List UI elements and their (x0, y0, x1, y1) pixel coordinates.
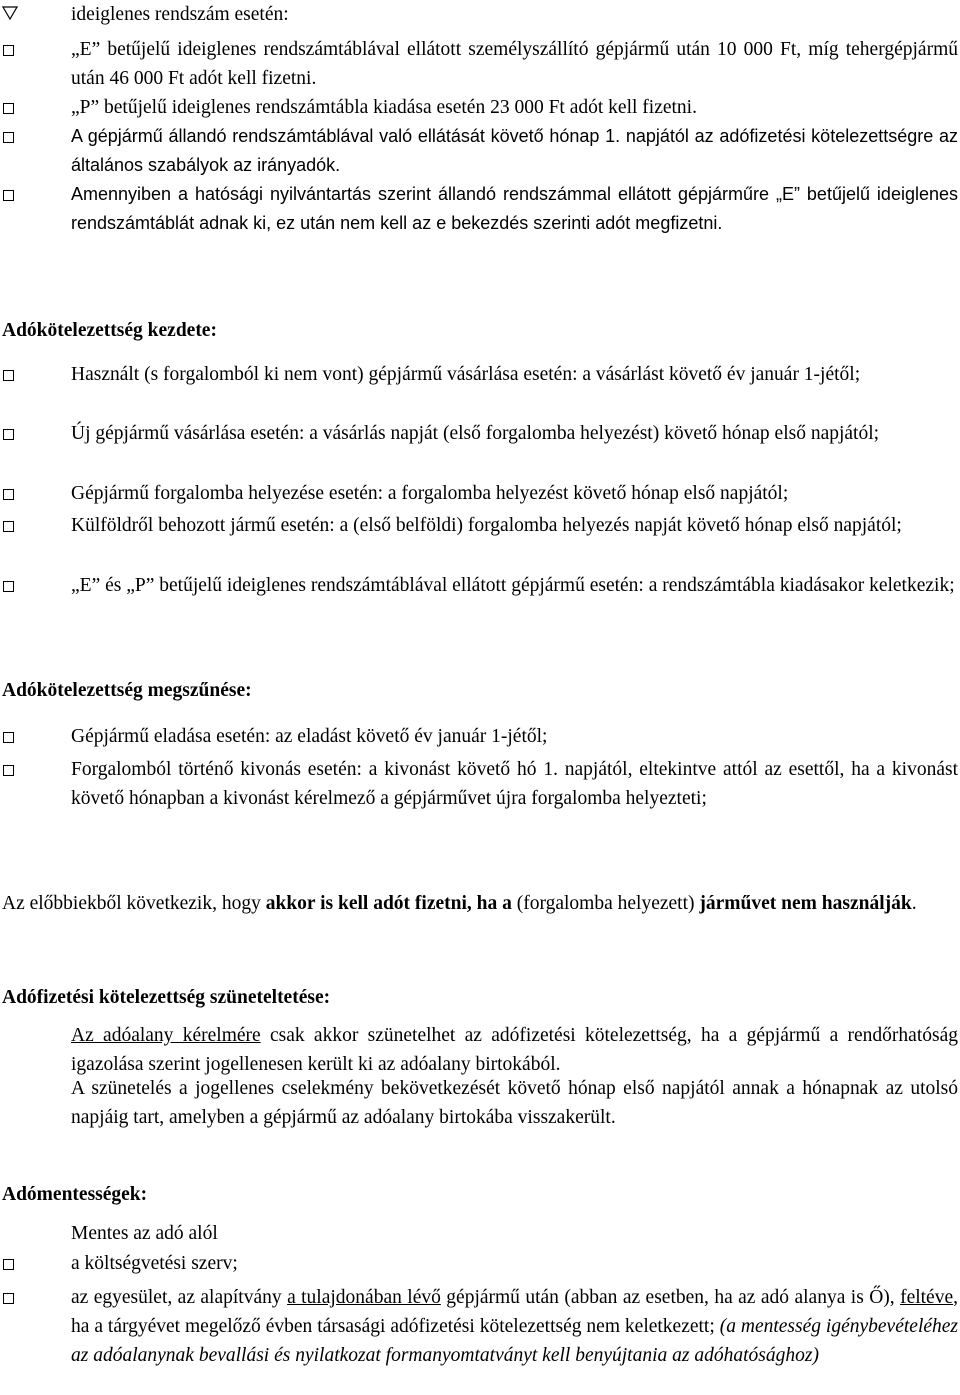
checkbox-icon (3, 581, 14, 592)
checkbox-icon (3, 1259, 14, 1270)
list-item-text: Használt (s forgalomból ki nem vont) gépjármű vásárlása esetén: a vásárlást követő év január 1-jétől; (71, 364, 861, 385)
checkbox-icon (3, 765, 14, 776)
conclusion-emphasis: akkor is kell adót fizetni, ha a (265, 893, 512, 914)
list-item-text: Új gépjármű vásárlása esetén: a vásárlás napját (első forgalomba helyezést) követő hónap első napjától; (71, 423, 880, 444)
suspension-text: csak akkor szünetelhet az adófizetési kötelezettség, ha a gépjármű a rendőrhatóság igazolása szerint jogellenesen került ki az adóalany birtokából. (71, 1025, 958, 1075)
list-item-text: A gépjármű állandó rendszámtáblával való ellátását követő hónap 1. napjától az adófizetési kötelezettségre az általános szabályok az irányadók. (71, 126, 958, 175)
conclusion-emphasis: járművet nem használják (699, 893, 912, 914)
checkbox-icon (3, 190, 14, 201)
suspension-paragraph-2: A szünetelés a jogellenes cselekmény bekövetkezését követő hónap első napjától annak a hónapnak az utolsó napjáig tart, amelyben a gépjármű az adóalany birtokába visszakerült. (71, 1078, 958, 1128)
checkbox-icon (3, 732, 14, 743)
section-heading-start: Adókötelezettség kezdete: (2, 320, 217, 341)
intro-label: ideiglenes rendszám esetén: (71, 4, 289, 25)
exemption-underlined: a tulajdonában lévő (287, 1287, 441, 1308)
suspension-underlined: Az adóalany kérelmére (71, 1025, 261, 1046)
exemptions-intro: Mentes az adó alól (71, 1223, 218, 1244)
list-item-text: Amennyiben a hatósági nyilvántartás szerint állandó rendszámmal ellátott gépjárműre „E” betűjelű ideiglenes rendszámtáblát adnak ki, ez után nem kell az e bekezdés szerinti adót megfizetni. (71, 184, 958, 233)
list-item-text: Gépjármű eladása esetén: az eladást követő év január 1-jétől; (71, 726, 548, 747)
triangle-down-icon (2, 6, 18, 20)
checkbox-icon (3, 132, 14, 143)
list-item-text: „P” betűjelű ideiglenes rendszámtábla kiadása esetén 23 000 Ft adót kell fizetni. (71, 97, 697, 118)
checkbox-icon (3, 521, 14, 532)
section-heading-suspension: Adófizetési kötelezettség szüneteltetése: (2, 987, 331, 1008)
list-item-text: „E” betűjelű ideiglenes rendszámtáblával ellátott személyszállító gépjármű után 10 000 Ft, míg tehergépjármű után 46 000 Ft adót kell fizetni. (71, 39, 958, 89)
exemption-text: , ha a tárgyévet megelőző évben társasági adófizetési kötelezettség nem keletkezett; (71, 1287, 958, 1337)
checkbox-icon (3, 370, 14, 381)
checkbox-icon (3, 1293, 14, 1304)
section-heading-end: Adókötelezettség megszűnése: (2, 680, 252, 701)
list-item-text: „E” és „P” betűjelű ideiglenes rendszámtáblával ellátott gépjármű esetén: a rendszámtábla kiadásakor keletkezik; (71, 575, 955, 596)
list-item-text: a költségvetési szerv; (71, 1253, 238, 1274)
exemption-text: gépjármű után (abban az esetben, ha az adó alanya is Ő), (440, 1287, 901, 1308)
section-heading-exemptions: Adómentességek: (2, 1184, 148, 1205)
exemption-text: az egyesület, az alapítvány (71, 1287, 288, 1308)
conclusion-text: Az előbbiekből következik, hogy (2, 893, 266, 914)
list-item-text: Gépjármű forgalomba helyezése esetén: a forgalomba helyezést követő hónap első napjától; (71, 483, 789, 504)
checkbox-icon (3, 103, 14, 114)
checkbox-icon (3, 489, 14, 500)
conclusion-text: . (911, 893, 917, 914)
list-item-text: Forgalomból történő kivonás esetén: a kivonást követő hó 1. napjától, eltekintve attól az esettől, ha a kivonást követő hónapban a kivonást kérelmező a gépjárművet újra forgalomba helyezteti; (71, 759, 958, 809)
list-item-text: Külföldről behozott jármű esetén: a (első belföldi) forgalomba helyezés napját követő hónap első napjától; (71, 515, 902, 536)
checkbox-icon (3, 429, 14, 440)
exemption-underlined: feltéve (900, 1287, 954, 1308)
checkbox-icon (3, 45, 14, 56)
exemption-italic-note: (a mentesség igénybevételéhez az adóalanynak bevallási és nyilatkozat formanyomtatványt kell benyújtania az adóhatósághoz) (71, 1316, 959, 1366)
suspension-paragraph-1 (71, 1021, 958, 1079)
conclusion-text: (forgalomba helyezett) (511, 893, 700, 914)
conclusion-paragraph (2, 889, 958, 918)
list-item-text (71, 1283, 958, 1370)
